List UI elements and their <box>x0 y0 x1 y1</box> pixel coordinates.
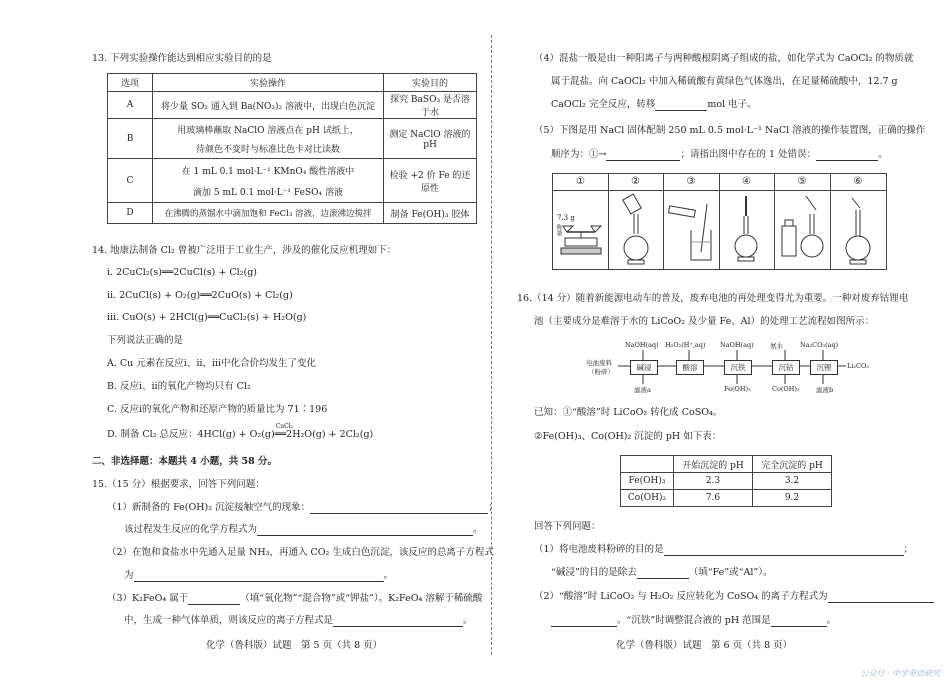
volumetric-flask-icon <box>830 190 886 268</box>
ph-header-start: 开始沉淀的 pH <box>674 456 753 473</box>
ph-row-start: 2.3 <box>674 473 753 490</box>
ph-header-full: 完全沉淀的 pH <box>753 456 832 473</box>
q14-option-a: A. Cu 元素在反应ⅰ、ⅱ、ⅲ中化合价均发生了变化 <box>107 358 317 369</box>
q14-stem: 14. 地康法制备 Cl₂ 曾被广泛用于工业生产，涉及的催化反应机理如下： <box>92 245 397 256</box>
step-3-cell: ③ <box>663 174 720 269</box>
flow-step-cobalt-precip: 沉钴 <box>772 360 800 375</box>
right-page <box>500 0 950 688</box>
q13-header-goal: 实验目的 <box>384 74 477 92</box>
table-row <box>108 159 477 203</box>
q14-ask: 下列说法正确的是 <box>107 335 184 346</box>
q15-part1-line1: （1）新制备的 Fe(OH)₂ 沉淀接触空气的现象： ； <box>107 502 498 513</box>
q16-known-2: ②Fe(OH)₃、Co(OH)₂ 沉淀的 pH 如下表： <box>534 431 722 442</box>
flow-reagent-1: NaOH(aq) <box>625 341 659 349</box>
flow-output-feoh3: Fe(OH)₃ <box>724 385 751 393</box>
table-row <box>621 490 832 507</box>
answer-blank[interactable] <box>771 616 827 627</box>
flow-step-lithium-precip: 沉锂 <box>810 360 838 375</box>
flow-start: 电池废料 <box>586 359 612 367</box>
q16-stem-line2: 池（主要成分是难溶于水的 LiCoO₂ 及少量 Fe、Al）的处理工艺流程如图所示： <box>534 316 875 327</box>
q13-op-a: 将少量 SO₂ 通入到 Ba(NO₃)₂ 溶液中，出现白色沉淀 <box>153 92 384 119</box>
table-row <box>108 92 477 119</box>
q13-opt-c: C <box>108 159 153 203</box>
ph-table <box>620 455 832 507</box>
answer-blank[interactable] <box>664 545 904 556</box>
apparatus-figure <box>552 173 887 270</box>
q13-header-operation: 实验操作 <box>153 74 384 92</box>
q13-opt-d: D <box>108 203 153 224</box>
q14-option-b: B. 反应ⅰ、ⅱ的氧化产物均只有 Cl₂ <box>107 381 251 392</box>
q16-known-1: 已知：①“酸溶”时 LiCoO₂ 转化成 CoSO₄。 <box>534 407 723 418</box>
balance-mass-label: 7.3 g <box>557 214 575 222</box>
page-footer-6: 化学（鲁科版）试题 第 6 页（共 8 页） <box>616 640 793 651</box>
answer-blank[interactable] <box>134 571 384 582</box>
answer-blank[interactable] <box>551 616 617 627</box>
page-footer-5: 化学（鲁科版）试题 第 5 页（共 8 页） <box>206 640 383 651</box>
flow-step-alkali-leach: 碱浸 <box>630 360 658 375</box>
q15-part3-line2: 中，生成一种气体单质，则该反应的离子方程式是 。 <box>124 615 473 626</box>
q16-stem-line1: 16.（14 分）随着新能源电动车的普及，废弃电池的再处理变得尤为重要。一种对废弃钴锂电 <box>517 293 909 304</box>
table-row <box>108 119 477 159</box>
q14-reaction-2: ⅱ. 2CuCl(s) + O₂(g)══2CuO(s) + Cl₂(g) <box>107 290 293 301</box>
page-divider <box>491 35 492 655</box>
watermark: 公众号 · 中学英语研究 <box>860 669 940 678</box>
table-row <box>108 203 477 224</box>
flow-reagent-3: NaOH(aq) <box>720 341 754 349</box>
q13-op-b: 用玻璃棒蘸取 NaClO 溶液点在 pH 试纸上， 待颜色不变时与标准比色卡对比读数 <box>153 119 384 159</box>
step-2-cell: ② <box>608 174 664 269</box>
flow-product: Li₂CO₃ <box>847 362 869 370</box>
q16-part2-line1: （2）“酸溶”时 LiCoO₂ 与 H₂O₂ 反应转化为 CoSO₄ 的离子方程式为 <box>534 590 934 603</box>
table-row <box>621 473 832 490</box>
step-5-cell: ⑤ <box>774 174 831 269</box>
answer-blank[interactable] <box>828 592 934 603</box>
answer-blank[interactable] <box>333 616 463 627</box>
q15-part4-line1: （4）混盐一般是由一种阳离子与两种酸根阴离子组成的盐，如化学式为 CaOCl₂ 的物质就 <box>534 53 914 64</box>
flow-reagent-5: Na₂CO₃(aq) <box>800 341 839 349</box>
beaker-stir-icon <box>663 190 719 268</box>
q15-part2-line1: （2）在饱和食盐水中先通入足量 NH₃，再通入 CO₂ 生成白色沉淀，该反应的总离子方程式 <box>107 547 494 558</box>
answer-blank[interactable] <box>188 594 240 605</box>
q14-option-d: D. 制备 Cl₂ 总反应：4HCl(g) + O₂(g) CuCl₂ ══2H₂O(g) + 2Cl₂(g) <box>107 428 373 441</box>
ph-row-full: 9.2 <box>753 490 832 507</box>
bottle-flask-icon <box>774 190 830 268</box>
q15-part5-line1: （5）下图是用 NaCl 固体配制 250 mL 0.5 mol·L⁻¹ NaCl 溶液的操作装置图，正确的操作 <box>534 125 926 136</box>
q15-part4-line2: 属于混盐。向 CaOCl₂ 中加入稀硫酸有黄绿色气体逸出，在足量稀硫酸中，12.7 g <box>551 76 898 87</box>
ph-row-name: Fe(OH)₃ <box>621 473 674 490</box>
q13-opt-a: A <box>108 92 153 119</box>
q15-stem: 15.（15 分）根据要求，回答下列问题： <box>92 479 265 490</box>
q13-table <box>107 73 477 224</box>
q15-part4-line3: CaOCl₂ 完全反应，转移 mol 电子。 <box>551 99 757 110</box>
answer-blank[interactable] <box>816 150 878 161</box>
q13-op-c: 在 1 mL 0.1 mol·L⁻¹ KMnO₄ 酸性溶液中 滴加 5 mL 0.1 mol·L⁻¹ FeSO₄ 溶液 <box>153 159 384 203</box>
q15-part3-line1: （3）K₂FeO₄ 属于 （填“氧化物”“混合物”或“钾盐”）。K₂FeO₄ 溶解于稀硫酸 <box>107 593 483 604</box>
q13-op-d: 在沸腾的蒸馏水中滴加饱和 FeCl₃ 溶液，边滚沸边搅拌 <box>153 203 384 224</box>
ph-row-full: 3.2 <box>753 473 832 490</box>
step-1-cell: ① 7.3 g 称量 <box>553 174 609 269</box>
ph-row-start: 7.6 <box>674 490 753 507</box>
flow-output-b: 滤液b <box>816 386 834 394</box>
q16-part1-line2: “碱浸”的目的是除去 （填“Fe”或“Al”）。 <box>551 567 773 578</box>
q15-part2-line2: 为 。 <box>124 570 394 581</box>
flow-start-sub: （粉碎） <box>588 368 614 376</box>
q14-reaction-1: ⅰ. 2CuCl₂(s)══2CuCl(s) + Cl₂(g) <box>107 267 257 278</box>
flask-pour-icon <box>608 190 663 268</box>
flow-step-acid-dissolve: 酸溶 <box>676 360 704 375</box>
section-2-heading: 二、非选择题：本题共 4 小题，共 58 分。 <box>92 456 278 467</box>
q13-goal-a: 探究 BaSO₃ 是否溶于水 <box>384 92 477 119</box>
step-6-cell: ⑥ <box>830 174 886 269</box>
q13-stem: 13. 下列实验操作能达到相应实验目的的是 <box>92 53 272 64</box>
q16-part2-line2: 。“沉铁”时调整混合液的 pH 范围是 。 <box>551 614 836 627</box>
q16-part1-line1: （1）将电池废料粉碎的目的是 ； <box>534 544 914 555</box>
ph-header-blank <box>621 456 674 473</box>
q15-part1-line2: 该过程发生反应的化学方程式为 。 <box>124 524 483 535</box>
step-4-cell: ④ <box>719 174 775 269</box>
process-flowchart <box>578 338 868 396</box>
q13-header-option: 选项 <box>108 74 153 92</box>
answer-blank[interactable] <box>606 150 680 161</box>
answer-blank[interactable] <box>655 100 707 111</box>
dropper-flask-icon <box>719 190 774 268</box>
flow-reagent-2: H₂O₂(H⁺,aq) <box>665 341 706 349</box>
answer-blank[interactable] <box>637 568 689 579</box>
q15-part5-line2: 顺序为：①→ ；请指出图中存在的 1 处错误： 。 <box>551 149 888 160</box>
balance-side-label: 称量 <box>555 224 562 236</box>
q13-goal-c: 检验 +2 价 Fe 的还原性 <box>384 159 477 203</box>
q13-opt-b: B <box>108 119 153 159</box>
answer-blank[interactable] <box>310 503 488 514</box>
q13-goal-d: 制备 Fe(OH)₃ 胶体 <box>384 203 477 224</box>
ph-row-name: Co(OH)₂ <box>621 490 674 507</box>
flow-output-a: 滤液a <box>634 386 651 394</box>
q13-goal-b: 测定 NaClO 溶液的 pH <box>384 119 477 159</box>
q14-option-c: C. 反应ⅰ的氧化产物和还原产物的质量比为 71∶196 <box>107 404 328 415</box>
flow-step-iron-precip: 沉铁 <box>724 360 752 375</box>
q14-reaction-3: ⅲ. CuO(s) + 2HCl(g)══CuCl₂(s) + H₂O(g) <box>107 312 307 323</box>
catalyst-label: CuCl₂ <box>275 423 294 430</box>
flow-output-cooh2: Co(OH)₂ <box>772 385 800 393</box>
q16-ask: 回答下列问题： <box>534 521 601 532</box>
flow-reagent-4: 氨水 <box>770 342 783 350</box>
answer-blank[interactable] <box>257 525 473 536</box>
